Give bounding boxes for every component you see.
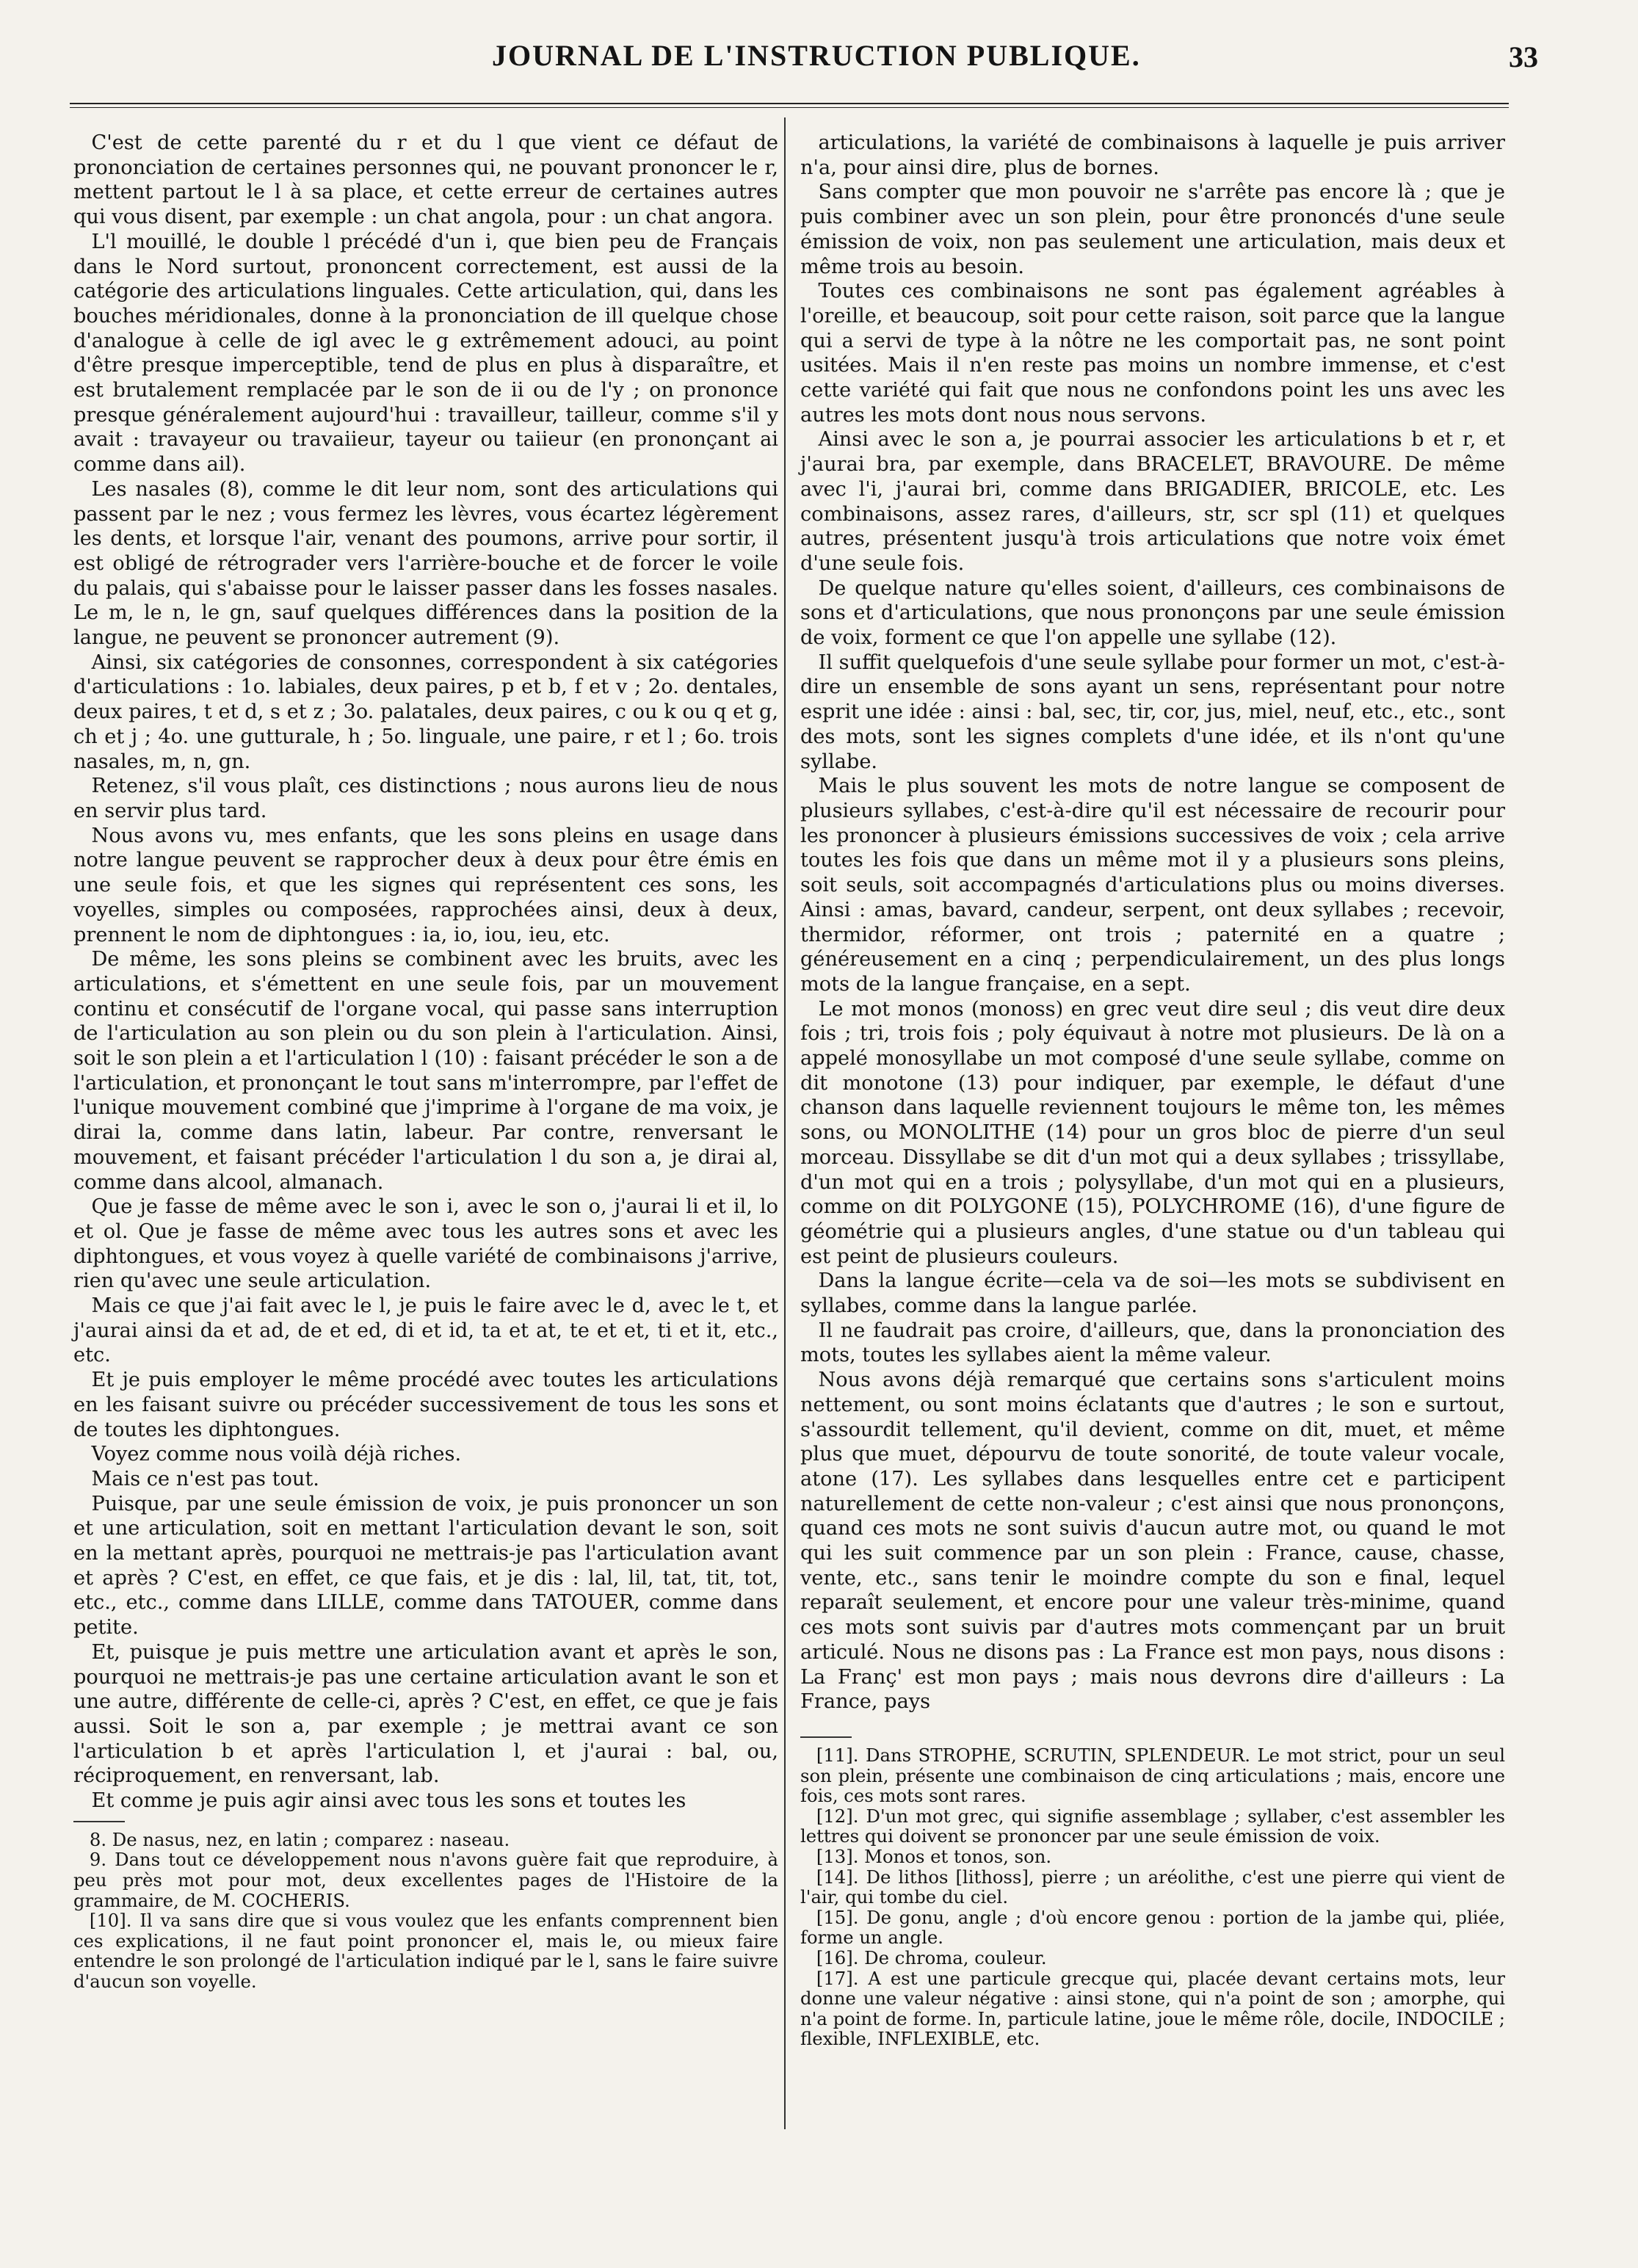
paragraph: articulations, la variété de combinaisons à laquelle je puis arriver n'a, pour ainsi dire, plus de bornes.: [800, 131, 1505, 179]
paragraph: L'l mouillé, le double l précédé d'un i, que bien peu de Français dans le Nord surtout, prononcent correctement, est aussi de la catégorie des articulations linguales. Cette articulation, qui, dans les bouches méridionales, donne à la prononciation de ill quelque chose d'analogue à celle de igl avec le g extrêmement adouci, au point d'être presque imperceptible, tend de plus en plus à disparaître, et est brutalement remplacée par le son de ii ou de l'y ; on prononce presque généralement aujourd'hui : travailleur, tailleur, comme s'il y avait : travayeur ou travaiieur, tayeur ou taiieur (en prononçant ai comme dans ail).: [73, 230, 778, 477]
paragraph: Le mot monos (monoss) en grec veut dire seul ; dis veut dire deux fois ; tri, trois fois ; poly équivaut à notre mot plusieurs. De là on a appelé monosyllabe un mot composé d'une seule syllabe, comme on dit monotone (13) pour indiquer, par exemple, le défaut d'une chanson dans laquelle reviennent toujours le même ton, les mêmes sons, ou MONOLITHE (14) pour un gros bloc de pierre d'un seul morceau. Dissyllabe se dit d'un mot qui a deux syllabes ; trissyllabe, d'un mot qui en a trois ; polysyllabe, d'un mot qui en a plusieurs, comme on dit POLYGONE (15), POLYCHROME (16), d'une figure de géométrie qui a plusieurs angles, d'une statue ou d'un tableau qui est peint de plusieurs couleurs.: [800, 997, 1505, 1268]
footnote-rule: [73, 1821, 125, 1822]
footnote: 8. De nasus, nez, en latin ; comparez : naseau.: [89, 1828, 510, 1850]
footnote: [12]. D'un mot grec, qui signifie assemblage ; syllaber, c'est assembler les lettres qui doivent se prononcer par une seule émission de voix.: [800, 1805, 1505, 1847]
paragraph: Dans la langue écrite—cela va de soi—les mots se subdivisent en syllabes, comme dans la langue parlée.: [800, 1269, 1505, 1318]
paragraph: Les nasales (8), comme le dit leur nom, sont des articulations qui passent par le nez ; vous fermez les lèvres, vous écartez légèrement les dents, et lorsque l'air, venant des poumons, arrive pour sortir, il est obligé de rétrograder vers l'arrière-bouche et de forcer le voile du palais, qui s'abaisse pour le laisser passer dans les fosses nasales. Le m, le n, le gn, sauf quelques différences dans la position de la langue, ne peuvent se prononcer autrement (9).: [73, 477, 778, 650]
journal-title: JOURNAL DE L'INSTRUCTION PUBLIQUE.: [492, 39, 1141, 72]
header-rule-thin: [70, 107, 1509, 108]
left-column: [73, 131, 778, 1992]
paragraph: Ainsi avec le son a, je pourrai associer les articulations b et r, et j'aurai bra, par exemple, dans BRACELET, BRAVOURE. De même avec l'i, j'aurai bri, comme dans BRIGADIER, BRICOLE, etc. Les combinaisons, assez rares, d'ailleurs, str, scr spl (11) et quelques autres, présentent jusqu'à trois articulations que notre voix émet d'une seule fois.: [800, 428, 1505, 575]
paragraph: Voyez comme nous voilà déjà riches.: [91, 1443, 462, 1466]
column-divider: [784, 117, 786, 2129]
paragraph: C'est de cette parenté du r et du l que vient ce défaut de prononciation de certaines personnes qui, ne pouvant prononcer le r, mettent partout le l à sa place, et cette erreur de certaines autres qui vous disent, par exemple : un chat angola, pour : un chat angora.: [73, 131, 778, 229]
paragraph: Nous avons déjà remarqué que certains sons s'articulent moins nettement, ou sont moins éclatants que d'autres ; le son e surtout, s'assourdit tellement, qu'il devient, comme on dit, muet, et même plus que muet, dépourvu de toute sonorité, de toute valeur vocale, atone (17). Les syllabes dans lesquelles entre cet e participent naturellement de cette non-valeur ; c'est ainsi que nous prononçons, quand ces mots ne sont suivis d'aucun autre mot, ou quand le mot qui les suit commence par un son plein : France, cause, chasse, vente, etc., sans tenir le moindre compte du son e final, lequel reparaît seulement, et encore pour une valeur très-minime, quand ces mots sont suivis par d'autres mots commençant par un bruit articulé. Nous ne disons pas : La France est mon pays, nous disons : La Franç' est mon pays ; mais nous devrons dire d'ailleurs : La France, pays: [800, 1369, 1505, 1714]
paragraph: Et comme je puis agir ainsi avec tous les sons et toutes les: [91, 1789, 686, 1813]
paragraph: Et je puis employer le même procédé avec toutes les articulations en les faisant suivre ou précéder successivement de tous les sons et de toutes les diphtongues.: [73, 1369, 778, 1441]
footnote: [13]. Monos et tonos, son.: [816, 1845, 1052, 1867]
running-header: [0, 38, 1638, 82]
footnote: [17]. A est une particule grecque qui, placée devant certains mots, leur donne une valeur négative : ainsi stone, qui n'a point de son ; amorphe, qui n'a point de forme. In, particule latine, joue le même rôle, docile, INDOCILE ; flexible, INFLEXIBLE, etc.: [800, 1967, 1505, 2050]
paragraph: Nous avons vu, mes enfants, que les sons pleins en usage dans notre langue peuvent se rapprocher deux à deux pour être émis en une seule fois, et que les signes qui représentent ces sons, les voyelles, simples ou composées, rapprochées ainsi, deux à deux, prennent le nom de diphtongues : ia, io, iou, ieu, etc.: [73, 824, 778, 946]
paragraph: Puisque, par une seule émission de voix, je puis prononcer un son et une articulation, soit en mettant l'articulation devant le son, soit en la mettant après, pourquoi ne mettrais-je pas l'articulation avant et après ? C'est, en effet, ce que fais, et je dis : lal, lil, tat, tit, tot, etc., etc., comme dans LILLE, comme dans TATOUER, comme dans petite.: [73, 1492, 778, 1640]
paragraph: De même, les sons pleins se combinent avec les bruits, avec les articulations, et s'émettent en une seule fois, par un mouvement continu et consécutif de l'organe vocal, qui passe sans interruption de l'articulation au son plein ou du son plein à l'articulation. Ainsi, soit le son plein a et l'articulation l (10) : faisant précéder le son a de l'articulation, et prononçant le tout sans m'interrompre, par l'effet de l'unique mouvement combiné que j'imprime à l'organe de ma voix, je dirai la, comme dans latin, labeur. Par contre, renversant le mouvement, et faisant précéder l'articulation l du son a, je dirai al, comme dans alcool, almanach.: [73, 948, 778, 1194]
footnote: [15]. De gonu, angle ; d'où encore genou : portion de la jambe qui, pliée, forme un angle.: [800, 1906, 1505, 1949]
paragraph: De quelque nature qu'elles soient, d'ailleurs, ces combinaisons de sons et d'articulations, que nous prononçons par une seule émission de voix, forment ce que l'on appelle une syllabe (12).: [800, 576, 1505, 650]
footnote: [14]. De lithos [lithoss], pierre ; un aréolithe, c'est une pierre qui vient de l'air, qui tombe du ciel.: [800, 1866, 1505, 1908]
paragraph: Retenez, s'il vous plaît, ces distinctions ; nous aurons lieu de nous en servir plus tard.: [73, 775, 778, 822]
paragraph: Mais ce que j'ai fait avec le l, je puis le faire avec le d, avec le t, et j'aurai ainsi da et ad, de et ed, di et id, ta et at, te et et, ti et it, etc., etc.: [73, 1294, 778, 1367]
paragraph: Sans compter que mon pouvoir ne s'arrête pas encore là ; que je puis combiner avec un son plein, pour être prononcés d'une seule émission de voix, non pas seulement une articulation, mais deux et même trois au besoin.: [800, 181, 1505, 278]
header-rule: [70, 103, 1509, 104]
footnote: 9. Dans tout ce développement nous n'avons guère fait que reproduire, à peu près mot pour mot, deux excellentes pages de l'Histoire de la grammaire, de M. COCHERIS.: [73, 1849, 778, 1911]
page-number: 33: [1509, 40, 1538, 73]
paragraph: Il ne faudrait pas croire, d'ailleurs, que, dans la prononciation des mots, toutes les syllabes aient la même valeur.: [800, 1319, 1505, 1367]
right-column: [800, 131, 1505, 2049]
footnote-rule: [800, 1736, 852, 1738]
paragraph: Toutes ces combinaisons ne sont pas également agréables à l'oreille, et beaucoup, soit pour cette raison, soit parce que la langue qui a servi de type à la nôtre ne les comportait pas, ne sont point usitées. Mais il n'en reste pas moins un nombre immense, et c'est cette variété qui fait que nous ne confondons point les uns avec les autres les mots dont nous nous servons.: [800, 280, 1505, 427]
paragraph: Mais le plus souvent les mots de notre langue se composent de plusieurs syllabes, c'est-à-dire qu'il est nécessaire de recourir pour les prononcer à plusieurs émissions successives de voix ; cela arrive toutes les fois que dans un même mot il y a plusieurs sons pleins, soit seuls, soit accompagnés d'articulations plus ou moins diverses. Ainsi : amas, bavard, candeur, serpent, ont deux syllabes ; recevoir, thermidor, réformer, ont trois ; paternité en a quatre ; généreusement en a cinq ; perpendiculairement, un des plus longs mots de la langue française, en a sept.: [800, 775, 1505, 996]
paragraph: Ainsi, six catégories de consonnes, correspondent à six catégories d'articulations : 1o. labiales, deux paires, p et b, f et v ; 2o. dentales, deux paires, t et d, s et z ; 3o. palatales, deux paires, c ou k ou q et g, ch et j ; 4o. une gutturale, h ; 5o. linguale, une paire, r et l ; 6o. trois nasales, m, n, gn.: [73, 651, 778, 773]
paragraph: Il suffit quelquefois d'une seule syllabe pour former un mot, c'est-à-dire un ensemble de sons ayant un sens, représentant pour notre esprit une idée : ainsi : bal, sec, tir, cor, jus, miel, neuf, etc., etc., sont des mots, sont les signes complets d'une idée, et ils n'ont qu'une syllabe.: [800, 651, 1505, 773]
paragraph: Et, puisque je puis mettre une articulation avant et après le son, pourquoi ne mettrais-je pas une certaine articulation avant le son et une autre, différente de celle-ci, après ? C'est, en effet, ce que je fais aussi. Soit le son a, par exemple ; je mettrai avant ce son l'articulation b et après l'articulation l, et j'aurai : bal, ou, réciproquement, en renversant, lab.: [73, 1640, 778, 1788]
footnote: [11]. Dans STROPHE, SCRUTIN, SPLENDEUR. Le mot strict, pour un seul son plein, présente une combinaison de cinq articulations ; mais, encore une fois, ces mots sont rares.: [800, 1745, 1505, 1807]
footnote: [10]. Il va sans dire que si vous voulez que les enfants comprennent bien ces explications, il ne faut point prononcer el, mais le, ou mieux faire entendre le son prolongé de l'articulation indiqué par le l, sans le faire suivre d'aucun son voyelle.: [73, 1910, 778, 1992]
footnote: [16]. De chroma, couleur.: [816, 1946, 1047, 1968]
paragraph: Mais ce n'est pas tout.: [91, 1467, 319, 1490]
paragraph: Que je fasse de même avec le son i, avec le son o, j'aurai li et il, lo et ol. Que je fasse de même avec tous les autres sons et avec les diphtongues, et vous voyez à quelle variété de combinaisons j'arrive, rien qu'avec une seule articulation.: [73, 1195, 778, 1293]
